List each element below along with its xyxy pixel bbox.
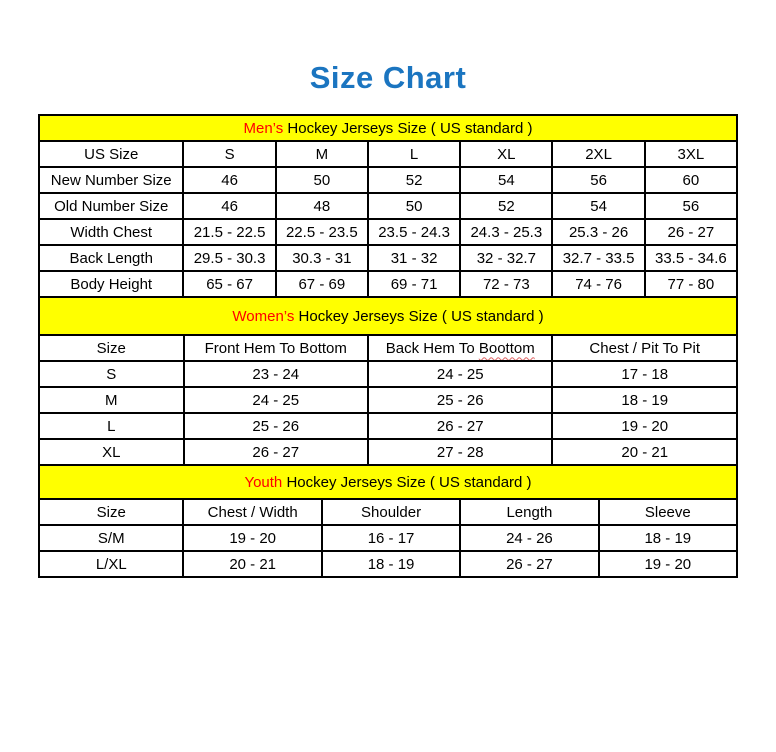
cell: 16 - 17 <box>322 525 460 551</box>
mens-section-text: Hockey Jerseys Size ( US standard ) <box>287 119 533 137</box>
youth-col-size: Size <box>39 499 183 525</box>
womens-section-accent: Women’s <box>232 307 295 325</box>
mens-row-label: Old Number Size <box>39 193 183 219</box>
womens-col-front-hem: Front Hem To Bottom <box>184 335 368 361</box>
youth-size-table <box>38 464 738 578</box>
cell: 26 - 27 <box>460 551 598 577</box>
cell: 48 <box>276 193 368 219</box>
cell: 18 - 19 <box>599 525 737 551</box>
cell: 26 - 27 <box>184 439 368 465</box>
womens-col-back-hem-text: Back Hem To <box>385 339 475 357</box>
cell: 33.5 - 34.6 <box>645 245 737 271</box>
table-row <box>39 361 737 387</box>
table-row <box>39 219 737 245</box>
womens-header-row <box>39 335 737 361</box>
mens-header-row <box>39 141 737 167</box>
cell: 19 - 20 <box>599 551 737 577</box>
cell: 20 - 21 <box>552 439 737 465</box>
womens-col-chest: Chest / Pit To Pit <box>552 335 737 361</box>
table-row <box>39 413 737 439</box>
mens-col-us-size: US Size <box>39 141 183 167</box>
cell: 26 - 27 <box>645 219 737 245</box>
table-row <box>39 167 737 193</box>
mens-row-label: New Number Size <box>39 167 183 193</box>
mens-row-label: Body Height <box>39 271 183 297</box>
cell: 72 - 73 <box>460 271 552 297</box>
youth-row-label: L/XL <box>39 551 183 577</box>
youth-section-text: Hockey Jerseys Size ( US standard ) <box>286 473 532 491</box>
cell: 19 - 20 <box>552 413 737 439</box>
mens-col-3xl: 3XL <box>645 141 737 167</box>
womens-row-label: L <box>39 413 184 439</box>
cell: 54 <box>552 193 644 219</box>
cell: 54 <box>460 167 552 193</box>
cell: 17 - 18 <box>552 361 737 387</box>
cell: 24 - 25 <box>368 361 552 387</box>
mens-col-s: S <box>183 141 275 167</box>
cell: 21.5 - 22.5 <box>183 219 275 245</box>
womens-row-label: M <box>39 387 184 413</box>
youth-col-chest-width: Chest / Width <box>183 499 321 525</box>
table-row <box>39 193 737 219</box>
cell: 67 - 69 <box>276 271 368 297</box>
cell: 20 - 21 <box>183 551 321 577</box>
cell: 26 - 27 <box>368 413 552 439</box>
mens-col-2xl: 2XL <box>552 141 644 167</box>
cell: 65 - 67 <box>183 271 275 297</box>
cell: 24 - 25 <box>184 387 368 413</box>
mens-row-label: Width Chest <box>39 219 183 245</box>
womens-section-header <box>39 297 737 335</box>
womens-col-size: Size <box>39 335 184 361</box>
womens-row-label: XL <box>39 439 184 465</box>
table-row <box>39 271 737 297</box>
cell: 77 - 80 <box>645 271 737 297</box>
table-row <box>39 245 737 271</box>
cell: 32 - 32.7 <box>460 245 552 271</box>
youth-col-sleeve: Sleeve <box>599 499 737 525</box>
cell: 52 <box>368 167 460 193</box>
womens-size-table <box>38 296 738 466</box>
cell: 32.7 - 33.5 <box>552 245 644 271</box>
table-row <box>39 439 737 465</box>
youth-section-header <box>39 465 737 499</box>
table-row <box>39 387 737 413</box>
page-title: Size Chart <box>309 60 467 95</box>
mens-section-accent: Men’s <box>243 119 284 137</box>
size-chart-sheet <box>38 114 738 578</box>
mens-section-header <box>39 115 737 141</box>
table-row <box>39 551 737 577</box>
youth-section-accent: Youth <box>244 473 283 491</box>
cell: 74 - 76 <box>552 271 644 297</box>
cell: 56 <box>645 193 737 219</box>
cell: 19 - 20 <box>183 525 321 551</box>
youth-header-row <box>39 499 737 525</box>
womens-row-label: S <box>39 361 184 387</box>
womens-section-row <box>39 297 737 335</box>
mens-section-row <box>39 115 737 141</box>
womens-col-back-hem <box>368 335 552 361</box>
cell: 23 - 24 <box>184 361 368 387</box>
cell: 46 <box>183 193 275 219</box>
cell: 27 - 28 <box>368 439 552 465</box>
youth-row-label: S/M <box>39 525 183 551</box>
cell: 25.3 - 26 <box>552 219 644 245</box>
cell: 50 <box>368 193 460 219</box>
cell: 46 <box>183 167 275 193</box>
cell: 69 - 71 <box>368 271 460 297</box>
cell: 22.5 - 23.5 <box>276 219 368 245</box>
cell: 31 - 32 <box>368 245 460 271</box>
cell: 60 <box>645 167 737 193</box>
youth-col-shoulder: Shoulder <box>322 499 460 525</box>
mens-col-xl: XL <box>460 141 552 167</box>
cell: 30.3 - 31 <box>276 245 368 271</box>
womens-section-text: Hockey Jerseys Size ( US standard ) <box>298 307 544 325</box>
mens-col-l: L <box>368 141 460 167</box>
youth-col-length: Length <box>460 499 598 525</box>
cell: 56 <box>552 167 644 193</box>
cell: 24.3 - 25.3 <box>460 219 552 245</box>
cell: 18 - 19 <box>322 551 460 577</box>
mens-col-m: M <box>276 141 368 167</box>
cell: 25 - 26 <box>184 413 368 439</box>
cell: 23.5 - 24.3 <box>368 219 460 245</box>
mens-row-label: Back Length <box>39 245 183 271</box>
cell: 50 <box>276 167 368 193</box>
cell: 52 <box>460 193 552 219</box>
mens-size-table <box>38 114 738 298</box>
cell: 24 - 26 <box>460 525 598 551</box>
table-row <box>39 525 737 551</box>
youth-section-row <box>39 465 737 499</box>
womens-col-back-hem-misspelled-word: Boottom <box>478 339 535 357</box>
cell: 25 - 26 <box>368 387 552 413</box>
cell: 18 - 19 <box>552 387 737 413</box>
cell: 29.5 - 30.3 <box>183 245 275 271</box>
